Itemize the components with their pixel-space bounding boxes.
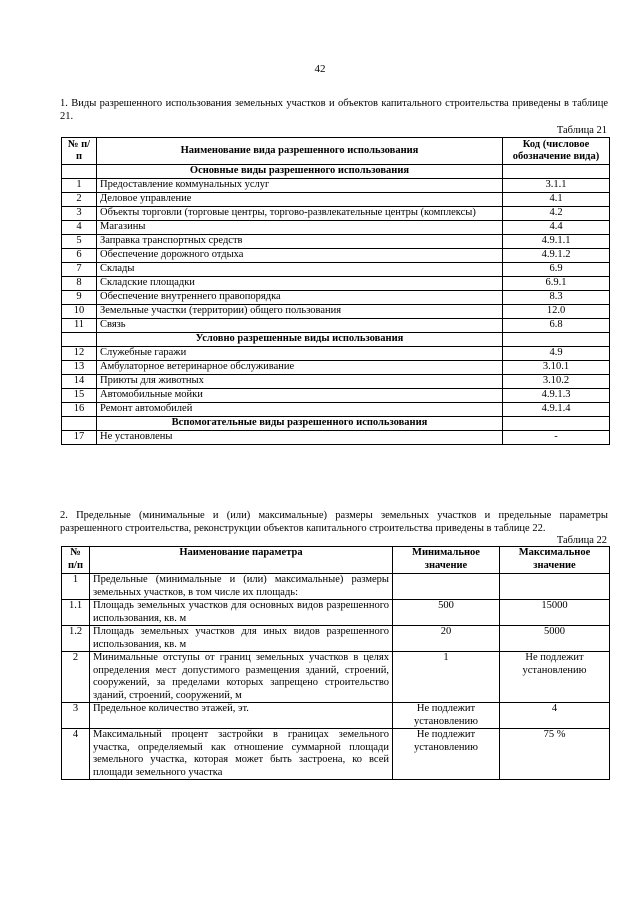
table21-cell-code: - (503, 431, 610, 445)
table21-header-code: Код (числовое обозначение вида) (503, 138, 610, 165)
table22-cell-name: Максимальный процент застройки в границах земельного участка, определяемый как отношение суммарной площади земельного участка, которая может быть застроена, ко всей площади земельного участка (90, 729, 393, 780)
table21-cell-code: 4.9.1.2 (503, 249, 610, 263)
table21-cell-name: Ремонт автомобилей (97, 403, 503, 417)
table21-row (62, 375, 610, 389)
table21-row (62, 403, 610, 417)
table21-section-empty-cell (62, 417, 97, 431)
table22-cell-min: 20 (393, 626, 500, 652)
table21-cell-num: 15 (62, 389, 97, 403)
table21-cell-num: 1 (62, 179, 97, 193)
table21-row (62, 319, 610, 333)
table22-cell-name: Площадь земельных участков для иных видов разрешенного использования, кв. м (90, 626, 393, 652)
table22-cell-min: 1 (393, 652, 500, 703)
table22-cell-max: 75 % (500, 729, 610, 780)
table21-cell-code: 3.1.1 (503, 179, 610, 193)
table21-cell-name: Приюты для животных (97, 375, 503, 389)
table21-cell-name: Обеспечение внутреннего правопорядка (97, 291, 503, 305)
table21-section-title: Основные виды разрешенного использования (97, 165, 503, 179)
table21-section-title: Условно разрешенные виды использования (97, 333, 503, 347)
table21-cell-code: 8.3 (503, 291, 610, 305)
table22-cell-min: Не подлежит установлению (393, 703, 500, 729)
table21-cell-name: Не установлены (97, 431, 503, 445)
table21-row (62, 207, 610, 221)
table22-cell-name: Площадь земельных участков для основных видов разрешенного использования, кв. м (90, 600, 393, 626)
table21-header-name: Наименование вида разрешенного использования (97, 138, 503, 165)
table22-header-min: Минимальное значение (393, 547, 500, 574)
table21-cell-code: 4.9 (503, 347, 610, 361)
table21-row (62, 249, 610, 263)
table22-header-num: № п/п (62, 547, 90, 574)
table21-cell-name: Предоставление коммунальных услуг (97, 179, 503, 193)
table21-cell-num: 7 (62, 263, 97, 277)
table21-cell-num: 2 (62, 193, 97, 207)
table21-row (62, 277, 610, 291)
table22-cell-max: 4 (500, 703, 610, 729)
table21-cell-name: Заправка транспортных средств (97, 235, 503, 249)
table21-cell-num: 14 (62, 375, 97, 389)
table21-header-num: № п/п (62, 138, 97, 165)
table22-caption: Таблица 22 (556, 535, 607, 546)
table22-cell-num: 1.1 (62, 600, 90, 626)
table21-section-row (62, 165, 610, 179)
table22-header-max: Максимальное значение (500, 547, 610, 574)
table21-section-row (62, 417, 610, 431)
table21-section-empty-cell (62, 165, 97, 179)
table22-cell-min (393, 574, 500, 600)
table21-cell-num: 3 (62, 207, 97, 221)
table21-cell-name: Склады (97, 263, 503, 277)
section2-paragraph: 2. Предельные (минимальные и (или) максимальные) размеры земельных участков и предельные параметры разрешенного строительства, реконструкции объектов капитального строительства приведены в таблице 22. (60, 510, 608, 534)
table21-cell-num: 6 (62, 249, 97, 263)
table22-cell-num: 1.2 (62, 626, 90, 652)
table22 (61, 546, 610, 780)
table21-cell-name: Деловое управление (97, 193, 503, 207)
table22-cell-num: 2 (62, 652, 90, 703)
table22-cell-max: Не подлежит установлению (500, 652, 610, 703)
table21-cell-name: Магазины (97, 221, 503, 235)
table21-cell-name: Обеспечение дорожного отдыха (97, 249, 503, 263)
table21-section-empty-cell (503, 165, 610, 179)
table21-cell-code: 6.9 (503, 263, 610, 277)
table22-row (62, 600, 610, 626)
table21-caption: Таблица 21 (556, 125, 607, 136)
table21-cell-code: 4.2 (503, 207, 610, 221)
table21-header-row (62, 138, 610, 165)
table21-row (62, 389, 610, 403)
table21-cell-code: 12.0 (503, 305, 610, 319)
table21-row (62, 291, 610, 305)
table21-row (62, 305, 610, 319)
table21-section-empty-cell (503, 333, 610, 347)
table21-cell-code: 6.8 (503, 319, 610, 333)
table21-cell-num: 16 (62, 403, 97, 417)
table22-row (62, 703, 610, 729)
table21-cell-code: 4.1 (503, 193, 610, 207)
table21-cell-num: 9 (62, 291, 97, 305)
table21-cell-num: 17 (62, 431, 97, 445)
table21-row (62, 431, 610, 445)
table21-cell-num: 5 (62, 235, 97, 249)
table21-row (62, 235, 610, 249)
table21-cell-name: Объекты торговли (торговые центры, торгово-развлекательные центры (комплексы) (97, 207, 503, 221)
table22-cell-min: Не подлежит установлению (393, 729, 500, 780)
table21-cell-code: 3.10.1 (503, 361, 610, 375)
table22-cell-name: Предельные (минимальные и (или) максимальные) размеры земельных участков, в том числе их площадь: (90, 574, 393, 600)
table21-cell-code: 4.4 (503, 221, 610, 235)
table21-cell-num: 12 (62, 347, 97, 361)
table22-header-name: Наименование параметра (90, 547, 393, 574)
table22-row (62, 652, 610, 703)
table21-cell-num: 11 (62, 319, 97, 333)
table21-cell-name: Земельные участки (территории) общего пользования (97, 305, 503, 319)
table21-cell-num: 10 (62, 305, 97, 319)
table21-section-title: Вспомогательные виды разрешенного использования (97, 417, 503, 431)
table22-row (62, 729, 610, 780)
table21-row (62, 179, 610, 193)
table21-cell-num: 13 (62, 361, 97, 375)
table22-cell-max: 15000 (500, 600, 610, 626)
table21-cell-code: 6.9.1 (503, 277, 610, 291)
table21-cell-num: 8 (62, 277, 97, 291)
table21-row (62, 263, 610, 277)
table22-cell-num: 1 (62, 574, 90, 600)
table21-section-empty-cell (62, 333, 97, 347)
table21 (61, 137, 610, 445)
table21-section-empty-cell (503, 417, 610, 431)
table22-cell-max: 5000 (500, 626, 610, 652)
table21-row (62, 221, 610, 235)
table21-section-row (62, 333, 610, 347)
table21-cell-name: Связь (97, 319, 503, 333)
table21-cell-code: 4.9.1.3 (503, 389, 610, 403)
table21-cell-num: 4 (62, 221, 97, 235)
table22-cell-min: 500 (393, 600, 500, 626)
table21-cell-name: Служебные гаражи (97, 347, 503, 361)
table22-cell-num: 4 (62, 729, 90, 780)
table21-row (62, 361, 610, 375)
table22-cell-name: Предельное количество этажей, эт. (90, 703, 393, 729)
table22-body (62, 574, 610, 780)
table21-cell-name: Автомобильные мойки (97, 389, 503, 403)
table21-row (62, 347, 610, 361)
table21-cell-name: Амбулаторное ветеринарное обслуживание (97, 361, 503, 375)
table22-header-row (62, 547, 610, 574)
table21-row (62, 193, 610, 207)
table21-cell-code: 4.9.1.4 (503, 403, 610, 417)
table22-cell-name: Минимальные отступы от границ земельных участков в целях определения мест допустимого размещения зданий, строений, сооружений, за пределами которых запрещено строительство зданий, строений, сооружений, м (90, 652, 393, 703)
table22-cell-num: 3 (62, 703, 90, 729)
section1-paragraph: 1. Виды разрешенного использования земельных участков и объектов капитального строительства приведены в таблице 21. (60, 98, 608, 122)
table21-cell-code: 4.9.1.1 (503, 235, 610, 249)
table22-row (62, 626, 610, 652)
table22-cell-max (500, 574, 610, 600)
page-number: 42 (314, 63, 326, 75)
table22-row (62, 574, 610, 600)
table21-cell-code: 3.10.2 (503, 375, 610, 389)
table21-cell-name: Складские площадки (97, 277, 503, 291)
table21-body (62, 165, 610, 445)
